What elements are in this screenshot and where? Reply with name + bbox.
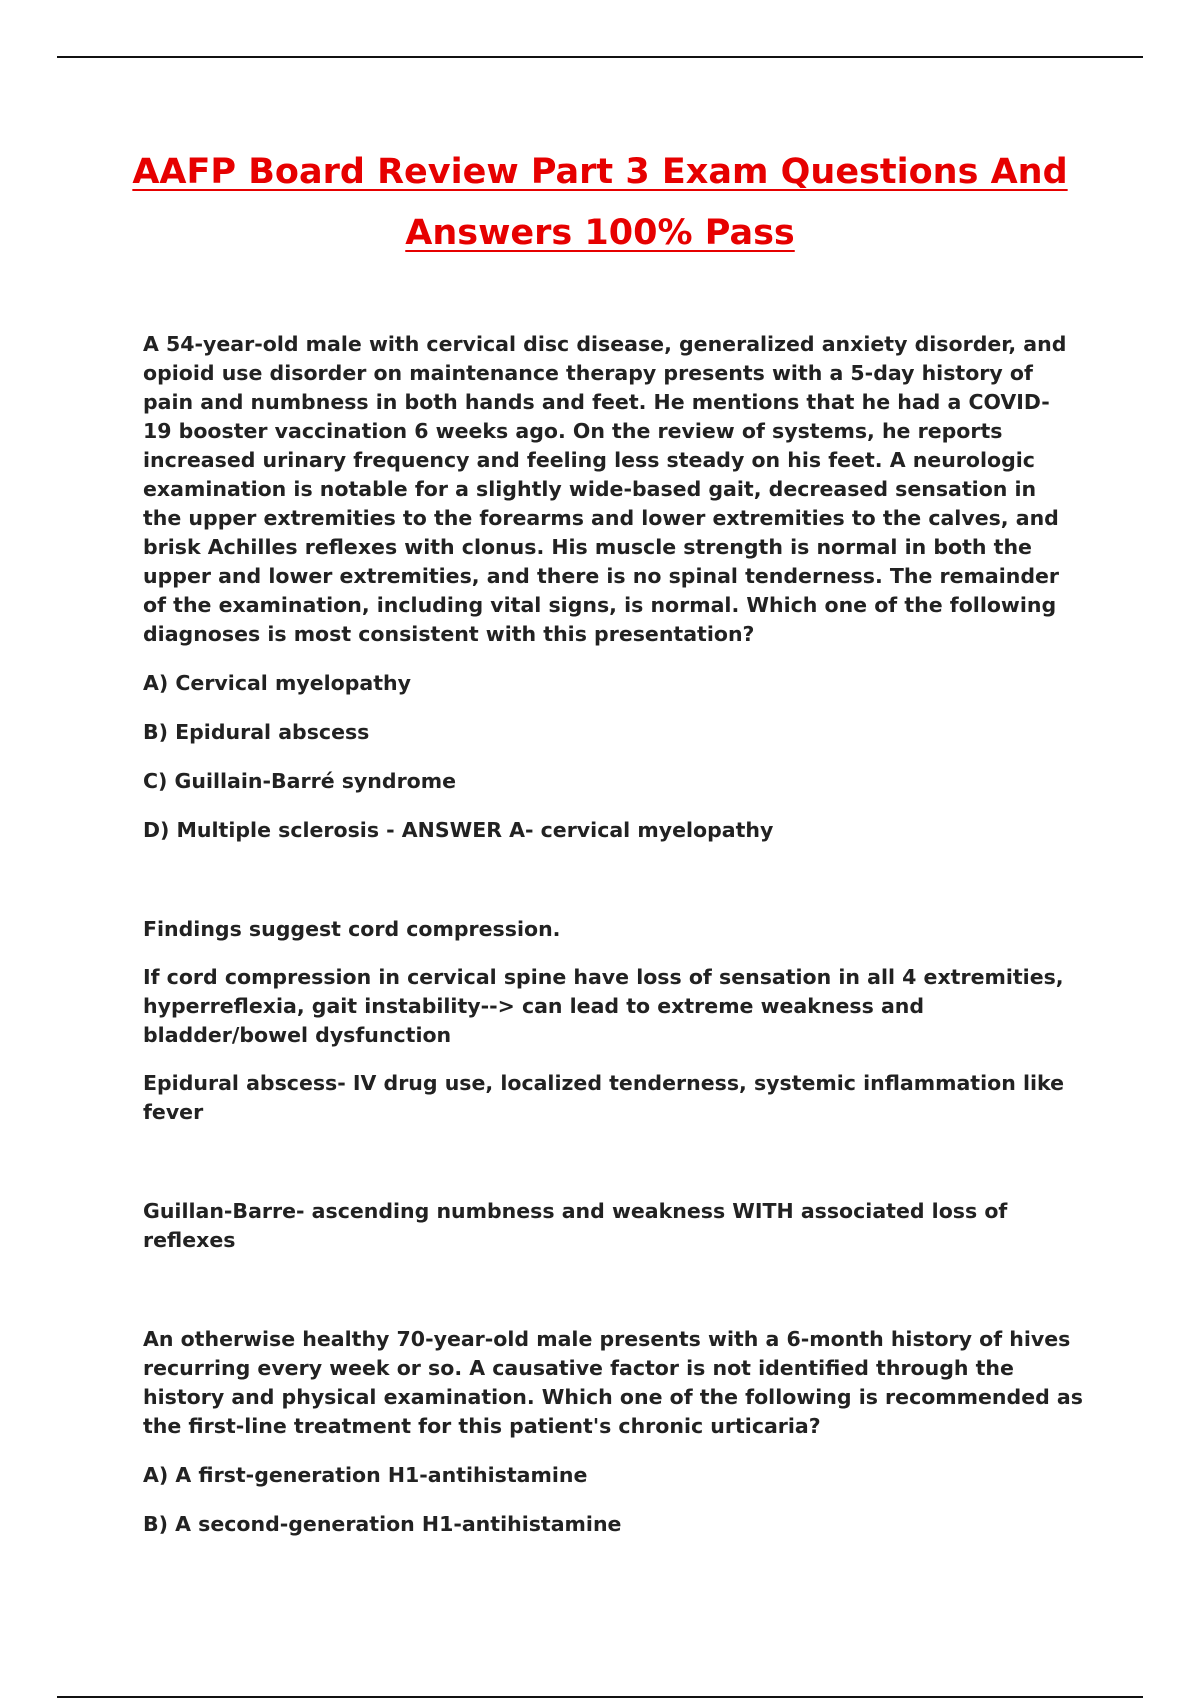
explanation-cord-compression: If cord compression in cervical spine have loss of sensation in all 4 extremities, hyperreflexia, gait instability--> can lead to extreme weakness and bladder/bowel dysfunction bbox=[143, 965, 1064, 1047]
question-1-option-a: A) Cervical myelopathy bbox=[143, 671, 411, 695]
question-1-stem: A 54-year-old male with cervical disc disease, generalized anxiety disorder, and opioid use disorder on maintenance therapy presents with a 5-day history of pain and numbness in both hands and feet. He mentions that he had a COVID-19 booster vaccination 6 weeks ago. On the review of systems, he reports increased urinary frequency and feeling less steady on his feet. A neurologic examination is notable for a slightly wide-based gait, decreased sensation in the upper extremities to the forearms and lower extremities to the calves, and brisk Achilles reflexes with clonus. His muscle strength is normal in both the upper and lower extremities, and there is no spinal tenderness. The remainder of the examination, including vital signs, is normal. Which one of the following diagnoses is most consistent with this presentation? bbox=[143, 332, 1067, 646]
document-body bbox=[143, 330, 1083, 1539]
question-2-option-a: A) A first-generation H1-antihistamine bbox=[143, 1463, 588, 1487]
document-title bbox=[100, 142, 1100, 264]
top-rule bbox=[57, 56, 1143, 58]
title-line-1: AAFP Board Review Part 3 Exam Questions And bbox=[132, 152, 1068, 192]
question-2-stem: An otherwise healthy 70-year-old male presents with a 6-month history of hives recurring every week or so. A causative factor is not identified through the history and physical examination. Which one of the following is recommended as the first-line treatment for this patient's chronic urticaria? bbox=[143, 1327, 1083, 1438]
explanation-summary: Findings suggest cord compression. bbox=[143, 917, 561, 941]
question-1-option-b: B) Epidural abscess bbox=[143, 720, 370, 744]
question-1-option-d-answer: D) Multiple sclerosis - ANSWER A- cervical myelopathy bbox=[143, 818, 774, 842]
explanation-guillain-barre: Guillan-Barre- ascending numbness and weakness WITH associated loss of reflexes bbox=[143, 1199, 1008, 1252]
question-1-option-c: C) Guillain-Barré syndrome bbox=[143, 769, 457, 793]
title-line-2: Answers 100% Pass bbox=[405, 213, 795, 253]
bottom-rule bbox=[57, 1696, 1143, 1698]
explanation-epidural-abscess: Epidural abscess- IV drug use, localized tenderness, systemic inflammation like fever bbox=[143, 1071, 1064, 1124]
question-2-option-b: B) A second-generation H1-antihistamine bbox=[143, 1512, 622, 1536]
